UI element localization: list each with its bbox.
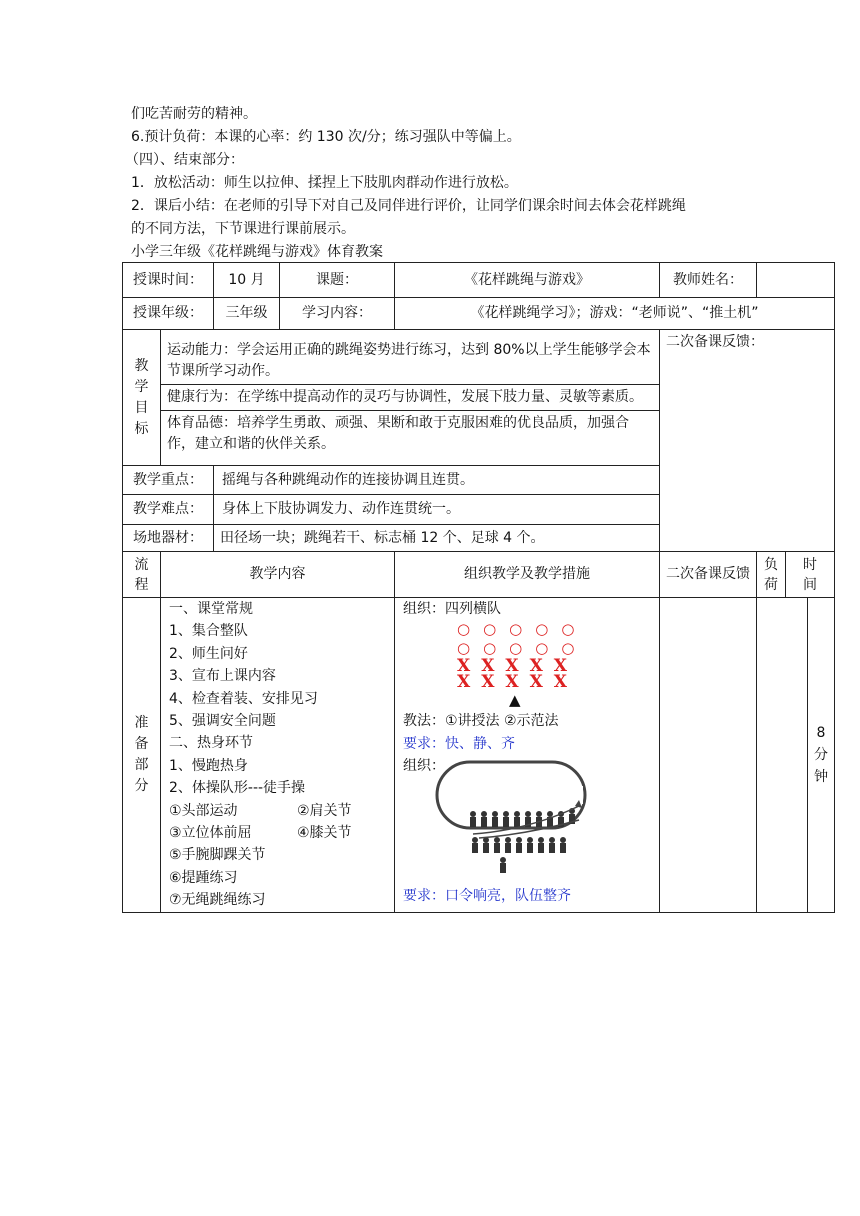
prep-item: 3、宣布上课内容 — [169, 668, 276, 685]
content-label: 学习内容： — [280, 298, 395, 330]
prep-item: 二、热身环节 — [169, 735, 253, 752]
prep-item: ①头部运动 — [169, 802, 238, 819]
preamble-line-1: 们吃苦耐劳的精神。 — [131, 106, 257, 122]
teacher-value — [757, 263, 835, 298]
feedback-label: 二次备课反馈： — [666, 334, 764, 350]
goal-ethics: 体育品德：培养学生勇敢、顽强、果断和敢于克服困难的优良品质，加强合作，建立和谐的伙伴关系。 — [167, 415, 629, 452]
goals-list — [161, 330, 660, 466]
prep-content — [161, 598, 395, 913]
prep-item: 1、集合整队 — [169, 623, 248, 640]
columns-header-row — [123, 552, 835, 598]
goals-row — [123, 330, 835, 466]
teaching-method: 教法：①讲授法 ②示范法 — [403, 713, 559, 730]
formation-diagram — [403, 620, 653, 710]
teacher-triangle-icon: ▲ — [509, 691, 521, 710]
track-run-diagram — [429, 758, 589, 878]
prep-item: ⑦无绳跳绳练习 — [169, 892, 266, 909]
student-row: XXXXX — [457, 672, 578, 693]
col-organization: 组织教学及教学措施 — [395, 552, 660, 598]
prep-pair — [169, 822, 390, 844]
prep-organization — [395, 598, 660, 913]
prep-item: ④膝关节 — [297, 825, 352, 842]
prep-item: ③立位体前屈 — [169, 825, 252, 842]
org-label-1: 组织：四列横队 — [403, 601, 501, 617]
preamble-line-2: 6.预计负荷：本课的心率：约 130 次/分；练习强队中等偏上。 — [131, 129, 521, 145]
prep-item: 5、强调安全问题 — [169, 713, 276, 730]
grade-label: 授课年级： — [123, 298, 214, 330]
goals-label: 教 学 目 标 — [123, 330, 161, 466]
time-value: 10 月 — [214, 263, 280, 298]
org-label-2: 组织： — [403, 758, 445, 775]
difficulty-label: 教学难点： — [123, 495, 214, 525]
prep-load — [757, 598, 808, 913]
col-feedback: 二次备课反馈 — [660, 552, 757, 598]
prep-pair — [169, 800, 390, 822]
prep-stage-label: 准 备 部 分 — [123, 598, 161, 913]
topic-label: 课题： — [280, 263, 395, 298]
difficulty-value: 身体上下肢协调发力、动作连贯统一。 — [214, 495, 660, 525]
document-title: 小学三年级《花样跳绳与游戏》体育教案 — [131, 244, 383, 260]
header-row-1 — [123, 263, 835, 298]
goal-health: 健康行为：在学练中提高动作的灵巧与协调性，发展下肢力量、灵敏等素质。 — [161, 385, 659, 411]
prep-item: 一、课堂常规 — [169, 601, 253, 617]
col-process: 流 程 — [123, 552, 161, 598]
feedback-cell — [660, 330, 835, 552]
preamble-heading-end: （四）、结束部分： — [125, 152, 244, 168]
grade-value: 三年级 — [214, 298, 280, 330]
equipment-label: 场地器材： — [123, 525, 214, 552]
preamble-line-5: 2．课后小结：在老师的引导下对自己及同伴进行评价，让同学们课余时间去体会花样跳绳 — [131, 198, 686, 214]
key-point-value: 摇绳与各种跳绳动作的连接协调且连贯。 — [214, 466, 660, 495]
prep-item: 2、体操队形---徒手操 — [169, 780, 306, 797]
requirement-1: 要求：快、静、齐 — [403, 735, 515, 752]
prep-time: 8 分 钟 — [808, 598, 835, 913]
prep-item: 1、慢跑热身 — [169, 757, 248, 774]
prep-row — [123, 598, 835, 913]
lesson-plan-table — [122, 262, 835, 913]
col-load: 负 荷 — [757, 552, 786, 598]
topic-value: 《花样跳绳与游戏》 — [395, 263, 660, 298]
circle-row: ○○○○○ — [457, 620, 588, 639]
circle-row: ○○○○○ — [457, 639, 588, 658]
equipment-value: 田径场一块；跳绳若干、标志桶 12 个、足球 4 个。 — [214, 525, 660, 552]
header-row-2 — [123, 298, 835, 330]
content-value: 《花样跳绳学习》；游戏：“老师说”、“推土机” — [395, 298, 835, 330]
prep-item: ②肩关节 — [297, 802, 352, 819]
prep-item: 2、师生问好 — [169, 645, 248, 662]
goal-motor: 运动能力：学会运用正确的跳绳姿势进行练习，达到 80%以上学生能够学会本节课所学习动作。 — [161, 338, 659, 385]
prep-item: ⑤手腕脚踝关节 — [169, 847, 266, 864]
teacher-label: 教师姓名： — [660, 263, 757, 298]
preamble-line-4: 1．放松活动：师生以拉伸、揉捏上下肢肌肉群动作进行放松。 — [131, 175, 518, 191]
key-point-label: 教学重点： — [123, 466, 214, 495]
requirement-2: 要求：口令响亮，队伍整齐 — [403, 888, 571, 904]
student-row: XXXXX — [457, 656, 578, 677]
prep-item: 4、检查着装、安排见习 — [169, 690, 318, 707]
col-content: 教学内容 — [161, 552, 395, 598]
prep-item: ⑥提踵练习 — [169, 869, 238, 886]
prep-feedback — [660, 598, 757, 913]
time-label: 授课时间： — [123, 263, 214, 298]
col-time: 时 间 — [786, 552, 835, 598]
preamble-line-6: 的不同方法，下节课进行课前展示。 — [131, 221, 355, 237]
